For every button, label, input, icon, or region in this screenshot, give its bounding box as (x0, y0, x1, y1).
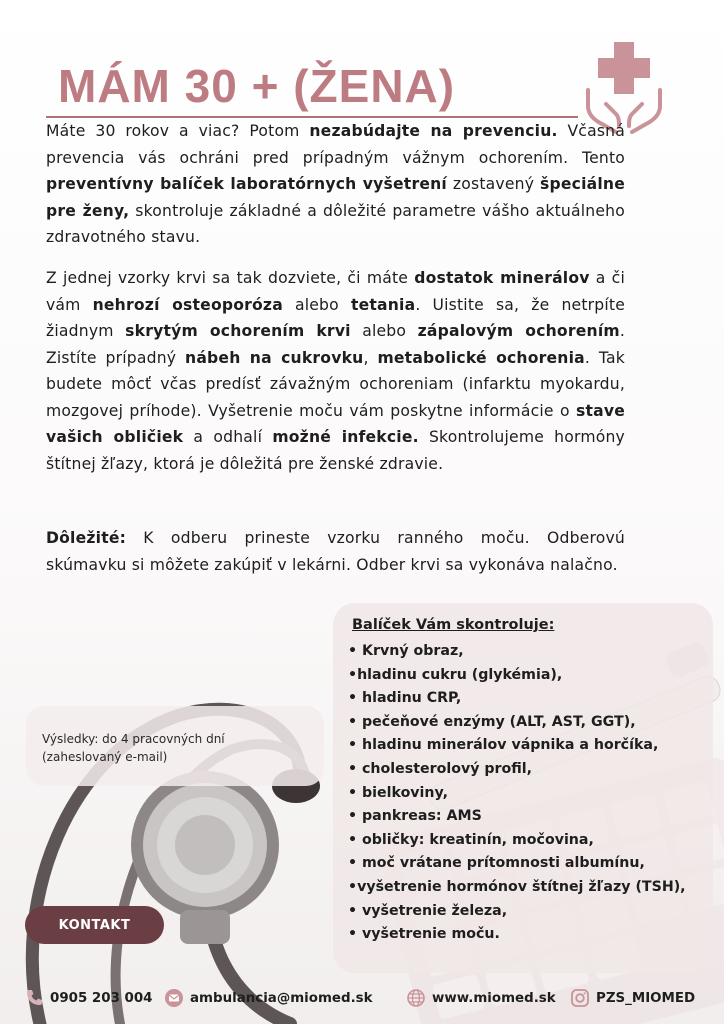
list-item: • hladinu CRP, (348, 690, 462, 707)
footer-web[interactable] (406, 986, 556, 1010)
footer-email[interactable] (164, 986, 373, 1010)
emphasis-text: preventívny balíček laboratórnych vyšetrení (46, 175, 447, 193)
intro-paragraph: Máte 30 rokov a viac? Potom nezabúdajte na prevenciu. Včasná prevencia vás ochráni pred prípadným vážnym ochorením. Tento preventívny balíček laboratórnych vyšetrení zostavený špeciálne pre ženy, skontroluje základné a dôležité parametre vášho aktuálneho zdravotného stavu. (46, 122, 626, 246)
details-paragraph: Z jednej vzorky krvi sa tak dozviete, či máte dostatok minerálov a či vám nehrozí osteoporóza alebo tetania. Uistite sa, že netrpíte žiadnym skrytým ochorením krvi alebo zápalovým ochorením. Zistíte prípadný nábeh na cukrovku, metabolické ochorenia. Tak budete môcť včas predísť závažným ochoreniam (infarktu myokardu, mozgovej príhode). Vyšetrenie moču vám poskytne informácie o stave vašich obličiek a odhalí možné infekcie. Skontrolujeme hormóny štítnej žľazy, ktorá je dôležitá pre ženské zdravie. (46, 269, 625, 473)
instagram-handle: PZS_MIOMED (596, 990, 696, 1006)
phone-number: 0905 203 004 (50, 990, 153, 1006)
list-item: • bielkoviny, (348, 784, 449, 801)
instagram-icon (570, 988, 590, 1008)
emphasis-text: špeciálne pre ženy, (46, 175, 625, 220)
emphasis-text: nehrozí osteoporóza (92, 295, 283, 314)
list-item: • hladinu minerálov vápnika a horčíka, (348, 737, 659, 754)
kontakt-button[interactable]: KONTAKT (25, 906, 164, 944)
email-address: ambulancia@miomed.sk (190, 990, 373, 1006)
website: www.miomed.sk (432, 990, 556, 1006)
emphasis-text: metabolické ochorenia (377, 348, 585, 367)
list-item: • moč vrátane prítomnosti albumínu, (348, 855, 645, 872)
package-list (348, 640, 686, 947)
list-item: •vyšetrenie hormónov štítnej žľazy (TSH), (348, 878, 686, 895)
mail-icon (164, 988, 184, 1008)
footer-contacts (0, 986, 724, 1010)
footer-phone[interactable] (24, 986, 153, 1010)
emphasis-text: zápalovým ochorením (417, 322, 620, 340)
page-title: MÁM 30 + (ŽENA) (58, 60, 456, 112)
footer-instagram[interactable] (570, 986, 695, 1010)
emphasis-text: nábeh na cukrovku (185, 348, 364, 367)
results-info (42, 730, 312, 766)
list-item: • pečeňové enzýmy (ALT, AST, GGT), (348, 713, 636, 730)
emphasis-text: Dôležité: (46, 529, 127, 547)
list-item: • cholesterolový profil, (348, 760, 533, 777)
list-item: • vyšetrenie železa, (348, 902, 508, 919)
emphasis-text: nezabúdajte na prevenciu. (309, 122, 558, 140)
list-item: • pankreas: AMS (348, 808, 482, 825)
emphasis-text: dostatok minerálov (414, 269, 590, 287)
list-item: • Krvný obraz, (348, 643, 464, 659)
phone-icon (24, 988, 44, 1008)
list-item: •hladinu cukru (glykémia), (348, 666, 563, 683)
list-item: • vyšetrenie moču. (348, 926, 500, 943)
globe-icon (406, 988, 426, 1008)
results-line: Výsledky: do 4 pracovných dní (42, 732, 225, 746)
emphasis-text: tetania (350, 295, 416, 314)
important-paragraph: Dôležité: K odberu prineste vzorku ranného moču. Odberovú skúmavku si môžete zakúpiť v lekárni. Odber krvi sa vykonáva nalačno. (46, 529, 625, 574)
package-title: Balíček Vám skontroluje: (352, 617, 555, 633)
emphasis-text: skrytým ochorením krvi (125, 322, 351, 340)
results-note: (zaheslovaný e-mail) (42, 750, 168, 764)
emphasis-text: stave vašich obličiek (46, 401, 625, 446)
emphasis-text: možné infekcie. (272, 428, 419, 446)
list-item: • obličky: kreatinín, močovina, (348, 831, 594, 848)
